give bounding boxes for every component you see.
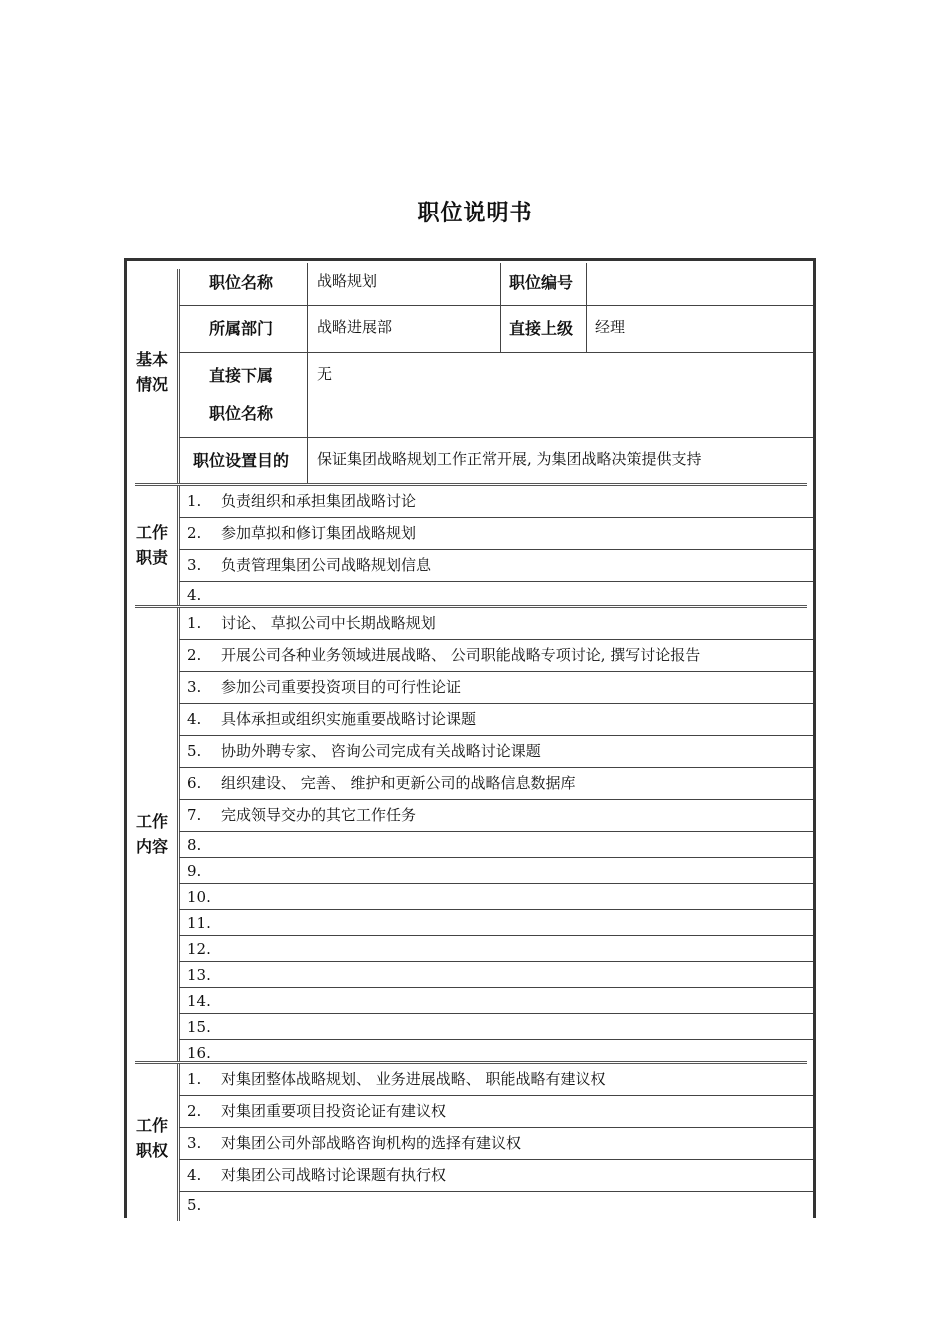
- authority-item-text: 对集团公司战略讨论课题有执行权: [221, 1166, 447, 1184]
- row-divider: [179, 1191, 813, 1192]
- row-divider: [179, 549, 813, 550]
- section-basic-label-line1: 基本: [135, 350, 168, 369]
- duties-item: [187, 522, 416, 543]
- content-item-text: 协助外聘专家、 咨询公司完成有关战略讨论课题: [221, 742, 541, 760]
- content-item-text: 具体承担或组织实施重要战略讨论课题: [221, 710, 477, 728]
- row-divider: [179, 1095, 813, 1096]
- row-divider: [179, 799, 813, 800]
- page-title: 职位说明书: [417, 201, 533, 226]
- content-item: [187, 888, 221, 906]
- duties-item-text: 负责管理集团公司战略规划信息: [221, 556, 432, 574]
- row-divider: [179, 767, 813, 768]
- content-item: [187, 1018, 221, 1036]
- department-label: 所属部门: [209, 319, 274, 338]
- row-divider: [179, 961, 813, 962]
- authority-item-text: 对集团公司外部战略咨询机构的选择有建议权: [221, 1134, 522, 1152]
- content-item: [187, 740, 541, 761]
- content-item-text: 组织建设、 完善、 维护和更新公司的战略信息数据库: [221, 774, 576, 792]
- position-name-value: 战略规划: [317, 272, 378, 290]
- row-divider: [179, 735, 813, 736]
- section-content-label-line1: 工作: [135, 812, 168, 831]
- row-divider: [179, 883, 813, 884]
- content-item-number: 5.: [187, 742, 202, 760]
- row-divider: [179, 935, 813, 936]
- content-item-number: 11.: [187, 914, 211, 932]
- superior-label: 直接上级: [509, 319, 574, 338]
- section-duties-label-line2: 职责: [135, 548, 168, 567]
- content-item: [187, 862, 221, 880]
- content-item-text: 参加公司重要投资项目的可行性论证: [221, 678, 462, 696]
- duties-item: [187, 586, 221, 604]
- content-item: [187, 992, 221, 1010]
- section-divider: [177, 485, 180, 605]
- section-content-label: [127, 607, 177, 1061]
- content-item-number: 8.: [187, 836, 202, 854]
- content-item: [187, 914, 221, 932]
- content-item: [187, 804, 416, 825]
- purpose-label: 职位设置目的: [193, 451, 290, 470]
- row-divider: [179, 1013, 813, 1014]
- section-divider: [135, 483, 807, 486]
- section-basic-label-line2: 情况: [135, 375, 168, 394]
- section-authority-label: [127, 1063, 177, 1213]
- authority-item-number: 3.: [187, 1134, 202, 1152]
- authority-item: [187, 1196, 221, 1214]
- content-item: [187, 772, 576, 793]
- content-item-number: 15.: [187, 1018, 211, 1036]
- row-divider: [179, 857, 813, 858]
- section-divider: [177, 607, 180, 1061]
- content-item-text: 完成领导交办的其它工作任务: [221, 806, 417, 824]
- duties-item-number: 4.: [187, 586, 202, 604]
- content-item: [187, 966, 221, 984]
- section-divider: [135, 605, 807, 608]
- content-item: [187, 644, 700, 665]
- authority-item-text: 对集团整体战略规划、 业务进展战略、 职能战略有建议权: [221, 1070, 606, 1088]
- position-no-label: 职位编号: [509, 273, 574, 292]
- content-item: [187, 940, 221, 958]
- content-item-number: 16.: [187, 1044, 211, 1062]
- content-item-number: 2.: [187, 646, 202, 664]
- content-item-number: 13.: [187, 966, 211, 984]
- authority-item-number: 4.: [187, 1166, 202, 1184]
- authority-item-number: 2.: [187, 1102, 202, 1120]
- row-divider: [179, 909, 813, 910]
- row-divider: [179, 1039, 813, 1040]
- content-item-number: 10.: [187, 888, 211, 906]
- authority-item-number: 5.: [187, 1196, 202, 1214]
- superior-value: 经理: [595, 318, 626, 336]
- duties-item-number: 1.: [187, 492, 202, 510]
- content-item-number: 6.: [187, 774, 202, 792]
- purpose-value: 保证集团战略规划工作正常开展, 为集团战略决策提供支持: [317, 450, 702, 468]
- authority-item: [187, 1068, 606, 1089]
- authority-item: [187, 1100, 446, 1121]
- job-description-form: [124, 258, 816, 1218]
- section-content-label-line2: 内容: [135, 837, 168, 856]
- section-duties-label-line1: 工作: [135, 523, 168, 542]
- row-divider: [179, 831, 813, 832]
- content-item: [187, 676, 461, 697]
- section-divider: [135, 1061, 807, 1064]
- subordinate-value: 无: [317, 365, 333, 383]
- row-divider: [179, 352, 813, 353]
- row-divider: [179, 671, 813, 672]
- col-divider: [500, 263, 501, 352]
- col-divider: [586, 263, 587, 352]
- content-item: [187, 1044, 221, 1062]
- authority-item-text: 对集团重要项目投资论证有建议权: [221, 1102, 447, 1120]
- row-divider: [179, 581, 813, 582]
- duties-item: [187, 490, 416, 511]
- content-item-number: 9.: [187, 862, 202, 880]
- content-item: [187, 612, 436, 633]
- row-divider: [179, 517, 813, 518]
- row-divider: [179, 305, 813, 306]
- section-authority-label-line1: 工作: [135, 1116, 168, 1135]
- content-item-number: 7.: [187, 806, 202, 824]
- content-item-number: 1.: [187, 614, 202, 632]
- row-divider: [179, 703, 813, 704]
- row-divider: [179, 1127, 813, 1128]
- col-divider: [307, 263, 308, 352]
- subordinate-label-line1: 直接下属: [209, 366, 274, 385]
- section-duties-label: [127, 485, 177, 605]
- row-divider: [179, 1159, 813, 1160]
- duties-item: [187, 554, 431, 575]
- duties-item-number: 3.: [187, 556, 202, 574]
- content-item: [187, 708, 476, 729]
- content-item-number: 12.: [187, 940, 211, 958]
- subordinate-label-line2: 职位名称: [209, 404, 274, 423]
- duties-item-text: 参加草拟和修订集团战略规划: [221, 524, 417, 542]
- content-item-text: 开展公司各种业务领域进展战略、 公司职能战略专项讨论, 撰写讨论报告: [221, 646, 701, 664]
- content-item: [187, 836, 221, 854]
- duties-item-text: 负责组织和承担集团战略讨论: [221, 492, 417, 510]
- position-name-label: 职位名称: [209, 273, 274, 292]
- authority-item: [187, 1164, 446, 1185]
- content-item-number: 14.: [187, 992, 211, 1010]
- section-divider: [177, 1063, 180, 1221]
- duties-item-number: 2.: [187, 524, 202, 542]
- col-divider: [307, 352, 308, 483]
- content-item-number: 4.: [187, 710, 202, 728]
- section-basic-label: [127, 261, 177, 483]
- section-divider: [177, 269, 180, 483]
- authority-item: [187, 1132, 521, 1153]
- row-divider: [179, 987, 813, 988]
- row-divider: [179, 639, 813, 640]
- authority-item-number: 1.: [187, 1070, 202, 1088]
- row-divider: [179, 437, 813, 438]
- content-item-text: 讨论、 草拟公司中长期战略规划: [221, 614, 436, 632]
- department-value: 战略进展部: [317, 318, 393, 336]
- content-item-number: 3.: [187, 678, 202, 696]
- section-authority-label-line2: 职权: [135, 1141, 168, 1160]
